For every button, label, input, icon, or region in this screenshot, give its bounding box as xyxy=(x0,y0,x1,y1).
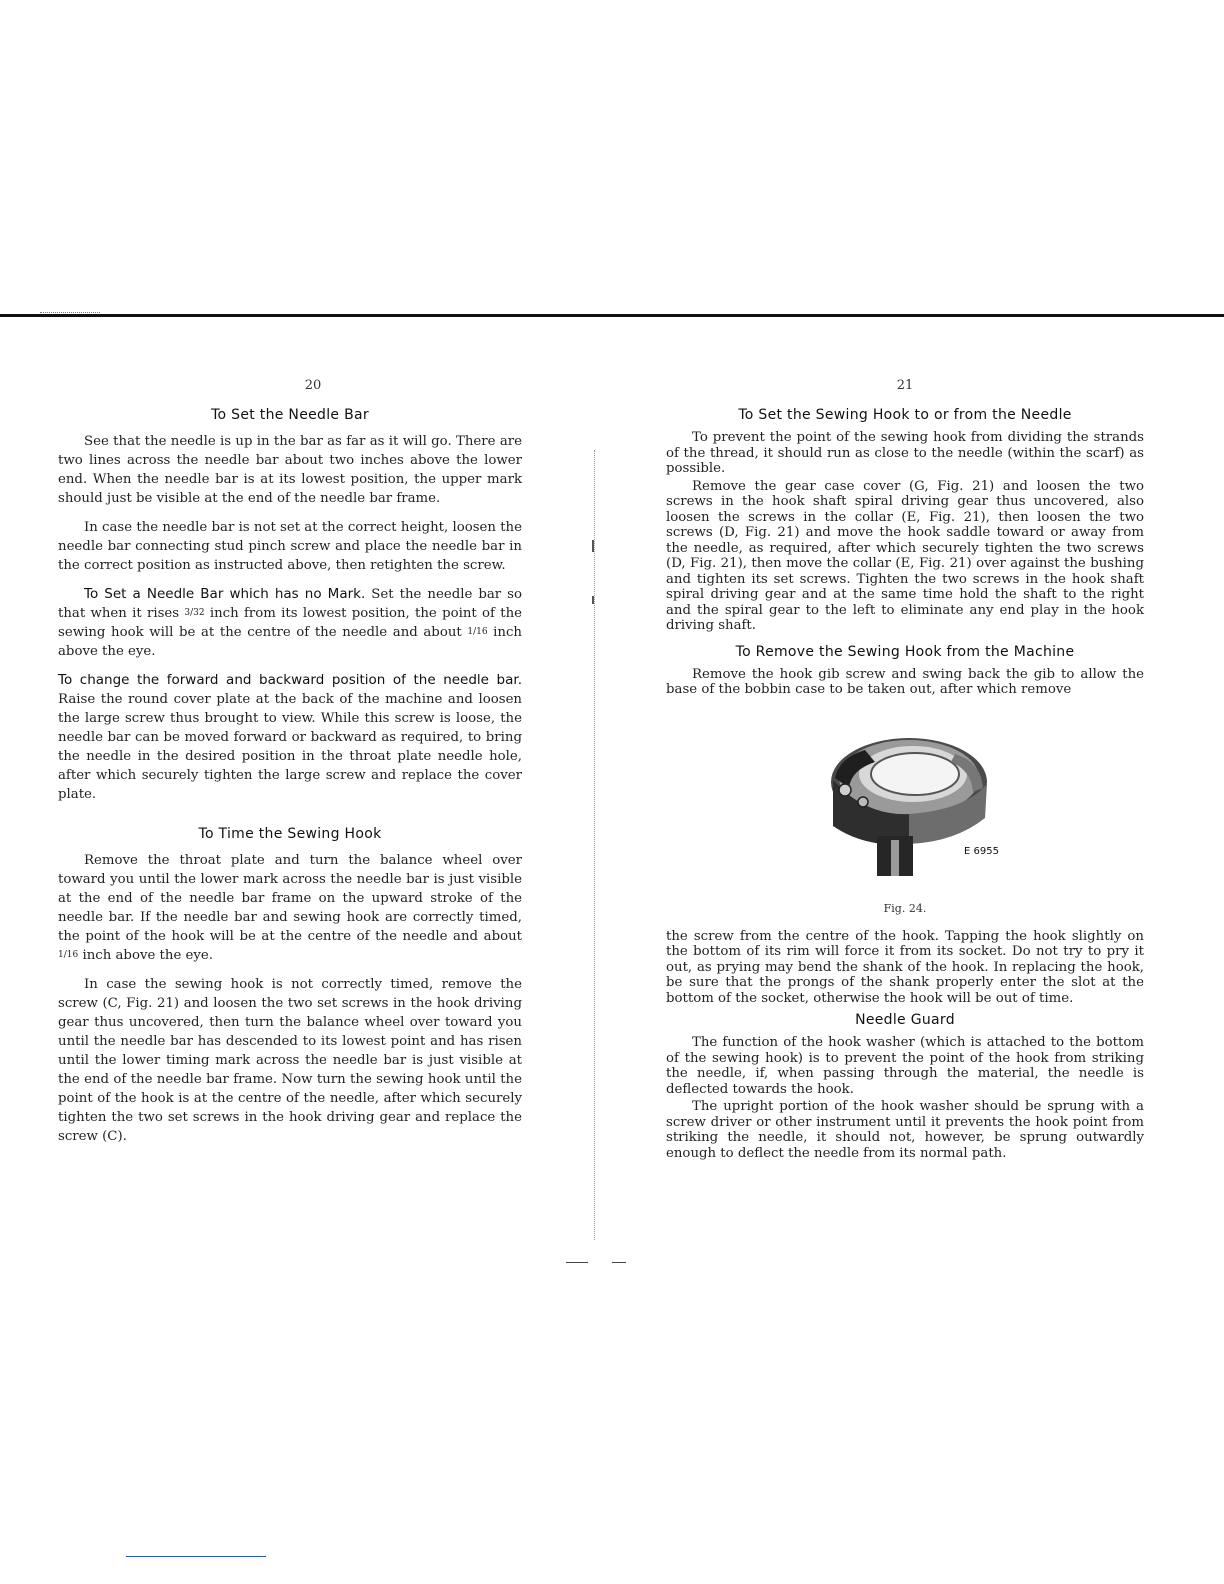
gutter-mark xyxy=(592,540,594,552)
sewing-hook-illustration xyxy=(805,718,1005,898)
scan-dots xyxy=(40,312,100,313)
paragraph: The upright portion of the hook washer should be sprung with a screw driver or other instrument until it prevents the hook point from striking the needle, it should not, however, be sprung outwardly enough to deflect the needle from its normal path. xyxy=(666,1099,1144,1161)
paragraph: In case the needle bar is not set at the correct height, loosen the needle bar connecting stud pinch screw and place the needle bar in the correct position as instructed above, then retighten the screw. xyxy=(58,520,522,573)
heading-time-hook: To Time the Sewing Hook xyxy=(198,826,382,842)
heading-set-hook: To Set the Sewing Hook to or from the Needle xyxy=(738,407,1072,423)
bottom-rule xyxy=(126,1556,266,1557)
scan-top-rule xyxy=(0,314,1224,317)
paragraph: Remove the hook gib screw and swing back the gib to allow the base of the bobbin case to be taken out, after which remove xyxy=(666,666,1144,697)
page-number-right: 21 xyxy=(896,378,914,393)
page-gutter xyxy=(594,450,596,1240)
scan-mark xyxy=(612,1262,626,1263)
runin-heading-no-mark: To Set a Needle Bar which has no Mark. xyxy=(84,586,366,602)
runin-heading-forward-backward: To change the forward and backward position of the needle bar. xyxy=(58,672,522,688)
gutter-mark xyxy=(592,596,594,604)
heading-needle-guard: Needle Guard xyxy=(855,1012,955,1028)
fraction: 3/32 xyxy=(184,608,205,618)
page-number-left: 20 xyxy=(304,378,322,393)
sewing-hook-figure xyxy=(805,718,1005,898)
right-page xyxy=(666,378,1144,1163)
paragraph: The function of the hook washer (which is attached to the bottom of the sewing hook) is to prevent the point of the hook from striking the needle, if, when passing through the material, the needle is deflected towards the hook. xyxy=(666,1035,1144,1097)
paragraph: Remove the gear case cover (G, Fig. 21) and loosen the two screws in the hook shaft spiral driving gear thus uncovered, also loosen the screws in the collar (E, Fig. 21), then loosen the two screws (D, Fig. 21) and move the hook saddle toward or away from the needle, as required, after which securely tighten the two screws (D, Fig. 21), then move the collar (E, Fig. 21) over against the bushing and tighten its set screws. Tighten the two screws in the hook shaft spiral driving gear and at the same time hold the shaft to the right and the spiral gear to the left to eliminate any end play in the hook driving shaft. xyxy=(666,478,1144,633)
paragraph-no-mark: To Set a Needle Bar which has no Mark. Set the needle bar so that when it rises 3/32 inch from its lowest position, the point of the sewing hook will be at the centre of the needle and about 1/16 inch above the eye. xyxy=(58,586,523,659)
figure-caption: Fig. 24. xyxy=(883,901,927,915)
paragraph-forward-backward: To change the forward and backward position of the needle bar. Raise the round cover plate at the back of the machine and loosen the large screw thus brought to view. While this screw is loose, the needle bar can be moved forward or backward as required, to bring the needle in the desired position in the throat plate needle hole, after which securely tighten the large screw and replace the cover plate. xyxy=(58,672,522,802)
figure-code: E 6955 xyxy=(964,845,999,857)
fraction: 1/16 xyxy=(467,627,488,637)
scan-mark xyxy=(566,1262,588,1263)
paragraph: To prevent the point of the sewing hook from dividing the strands of the thread, it should run as close to the needle (within the scarf) as possible. xyxy=(666,430,1144,476)
fraction: 1/16 xyxy=(58,950,79,960)
left-page xyxy=(58,378,522,1156)
paragraph: In case the sewing hook is not correctly timed, remove the screw (C, Fig. 21) and loosen the two set screws in the hook driving gear thus uncovered, then turn the balance wheel over toward you until the needle bar has descended to its lowest point and has risen until the lower timing mark across the needle bar is just visible at the end of the needle bar frame. Now turn the sewing hook until the point of the hook is at the centre of the needle, after which securely tighten the two set screws in the hook driving gear and replace the screw (C). xyxy=(58,977,522,1144)
paragraph: the screw from the centre of the hook. Tapping the hook slightly on the bottom of its rim will force it from its socket. Do not try to pry it out, as prying may bend the shank of the hook. In replacing the hook, be sure that the prongs of the shank properly enter the slot at the bottom of the socket, otherwise the hook will be out of time. xyxy=(666,928,1144,1006)
heading-set-needle-bar: To Set the Needle Bar xyxy=(211,407,369,423)
heading-remove-hook: To Remove the Sewing Hook from the Machine xyxy=(735,643,1075,660)
paragraph: See that the needle is up in the bar as far as it will go. There are two lines across the needle bar about two inches above the lower end. When the needle bar is at its lowest position, the upper mark should just be visible at the end of the needle bar frame. xyxy=(58,434,522,506)
paragraph: Remove the throat plate and turn the balance wheel over toward you until the lower mark across the needle bar is just visible at the end of the needle bar frame on the upward stroke of the needle bar. If the needle bar and sewing hook are correctly timed, the point of the hook will be at the centre of the needle and about 1/16 inch above the eye. xyxy=(58,853,522,963)
